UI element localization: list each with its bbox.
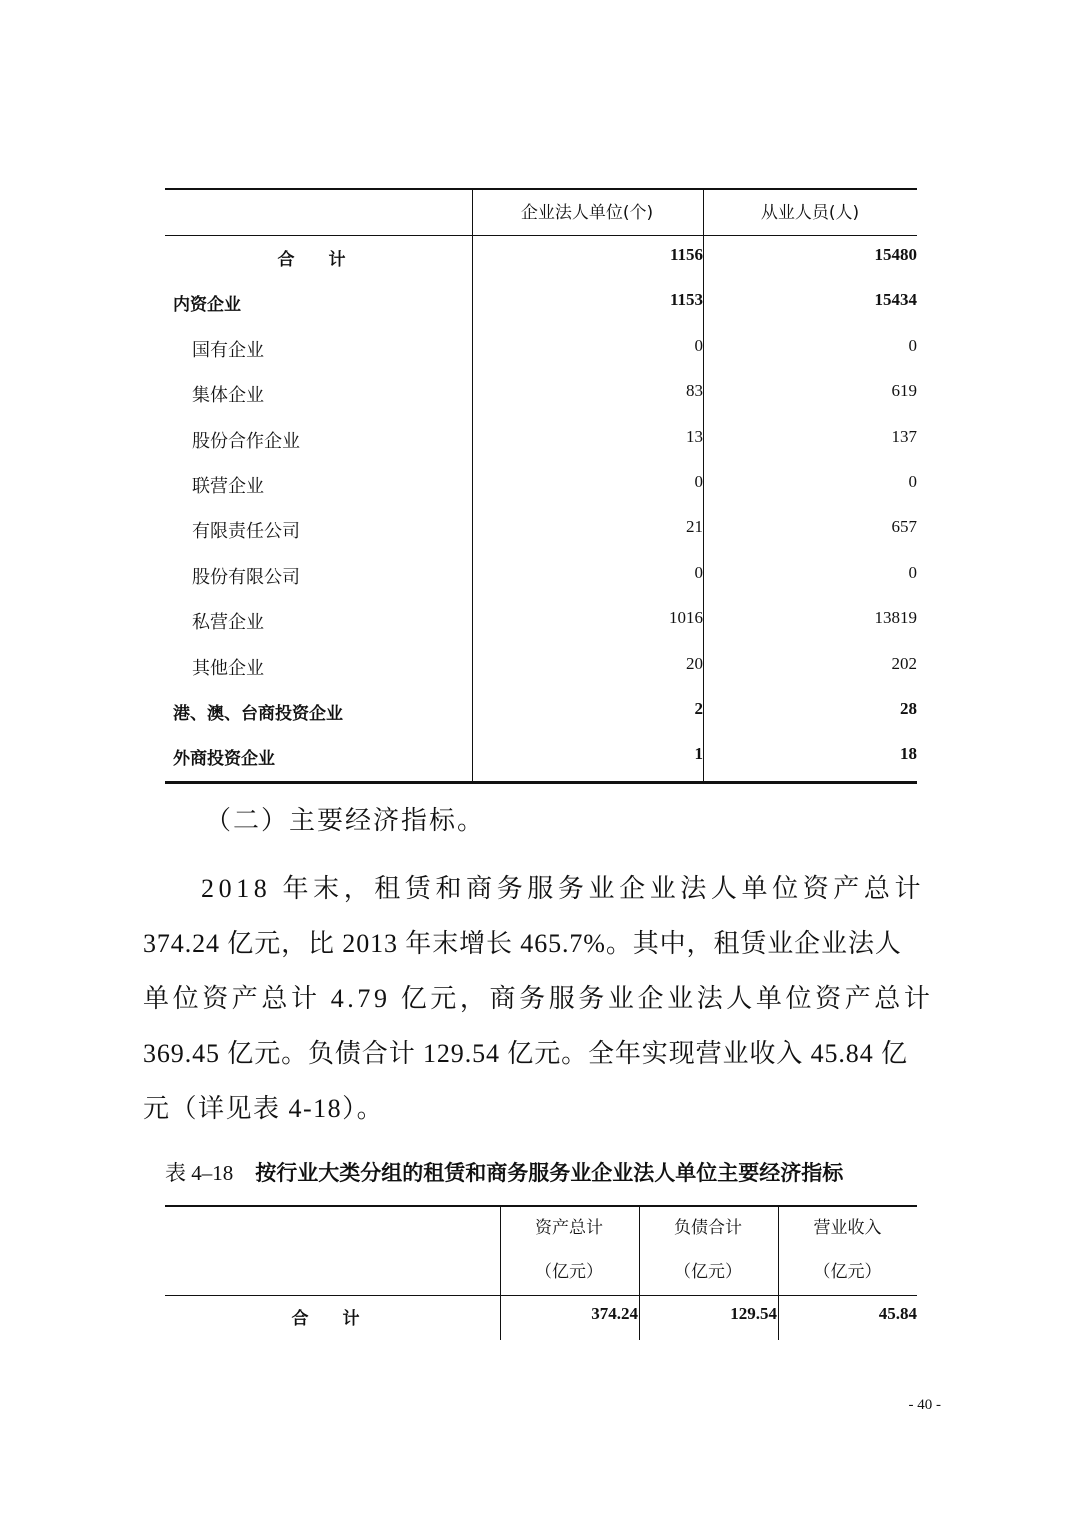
table-header — [165, 190, 917, 235]
row-label: 有限责任公司 — [192, 521, 300, 543]
row-label: 外商投资企业 — [173, 749, 275, 770]
column-divider — [703, 190, 704, 783]
cell-units: 21 — [686, 517, 703, 537]
cell-employees: 28 — [900, 698, 917, 718]
cell-units: 1 — [694, 744, 703, 764]
paragraph-line: 369.45 亿元。负债合计 129.54 亿元。全年实现营业收入 45.84 亿 — [143, 1039, 908, 1068]
cell-employees: 13819 — [874, 608, 917, 628]
table-number: 表 4–18 — [165, 1161, 234, 1185]
cell-liabilities: 129.54 — [730, 1304, 777, 1323]
economic-indicators-table — [165, 1205, 917, 1340]
cell-units: 0 — [694, 471, 703, 491]
table-row — [165, 281, 917, 326]
table-header — [165, 1207, 917, 1295]
header-revenue-unit: （亿元） — [813, 1262, 882, 1282]
table-caption — [165, 1157, 843, 1187]
cell-assets: 374.24 — [591, 1304, 638, 1323]
column-divider — [500, 1207, 501, 1340]
cell-units: 1016 — [669, 608, 703, 628]
header-assets-unit: （亿元） — [535, 1262, 603, 1282]
header-liabilities-unit: （亿元） — [674, 1262, 742, 1282]
table-row — [165, 690, 917, 735]
cell-employees: 0 — [908, 335, 917, 355]
header-assets: 资产总计 — [535, 1218, 603, 1238]
row-label: 联营企业 — [192, 475, 264, 497]
row-label: 集体企业 — [192, 385, 264, 407]
table-row — [165, 508, 917, 553]
cell-employees: 0 — [908, 562, 917, 582]
column-divider — [778, 1207, 779, 1340]
section-heading: （二）主要经济指标。 — [205, 806, 486, 836]
cell-units: 83 — [686, 381, 703, 401]
cell-employees: 18 — [900, 744, 917, 764]
page-number: - 40 - — [908, 1397, 941, 1413]
table-row — [165, 327, 917, 372]
cell-employees: 137 — [891, 426, 917, 446]
table-row — [165, 735, 917, 780]
table-body — [165, 236, 917, 781]
row-label: 私营企业 — [192, 612, 264, 634]
cell-units: 1156 — [669, 245, 703, 264]
row-label: 内资企业 — [173, 295, 241, 316]
table-row — [165, 463, 917, 508]
cell-employees: 619 — [891, 381, 917, 401]
table-row — [165, 554, 917, 599]
row-label: 合 计 — [277, 250, 360, 270]
table-row — [165, 418, 917, 463]
cell-employees: 202 — [891, 653, 917, 673]
cell-employees: 657 — [891, 517, 917, 537]
row-label: 港、澳、台商投资企业 — [173, 703, 343, 724]
header-employees: 从业人员(人) — [760, 203, 860, 223]
table-row — [165, 236, 917, 281]
row-label: 国有企业 — [192, 339, 264, 361]
row-label: 股份有限公司 — [192, 566, 300, 588]
cell-employees: 15434 — [874, 290, 917, 310]
header-units: 企业法人单位(个) — [520, 203, 654, 223]
table-title: 按行业大类分组的租赁和商务服务业企业法人单位主要经济指标 — [255, 1161, 844, 1185]
table-bottom-rule — [165, 781, 917, 784]
cell-units: 0 — [694, 562, 703, 582]
column-divider — [472, 190, 473, 783]
header-revenue: 营业收入 — [813, 1218, 882, 1238]
paragraph-line: 元（详见表 4-18）。 — [143, 1094, 385, 1123]
paragraph-line: 2018 年末，租赁和商务服务业企业法人单位资产总计 — [201, 874, 926, 903]
table-row — [165, 645, 917, 690]
row-label: 其他企业 — [192, 657, 264, 679]
cell-employees: 15480 — [874, 245, 917, 264]
table-row — [165, 599, 917, 644]
cell-employees: 0 — [908, 471, 917, 491]
paragraph-line: 单位资产总计 4.79 亿元，商务服务业企业法人单位资产总计 — [143, 984, 934, 1013]
table-row — [165, 372, 917, 417]
table-row — [165, 1296, 917, 1340]
cell-units: 13 — [686, 426, 703, 446]
column-divider — [639, 1207, 640, 1340]
row-label: 合 计 — [291, 1309, 374, 1329]
row-label: 股份合作企业 — [192, 430, 300, 452]
enterprise-table — [165, 188, 917, 784]
cell-units: 1153 — [669, 290, 703, 310]
cell-units: 0 — [694, 335, 703, 355]
header-liabilities: 负债合计 — [674, 1218, 742, 1238]
paragraph-line: 374.24 亿元，比 2013 年末增长 465.7%。其中，租赁业企业法人 — [143, 929, 902, 958]
cell-revenue: 45.84 — [878, 1304, 917, 1323]
cell-units: 2 — [694, 698, 703, 718]
cell-units: 20 — [686, 653, 703, 673]
